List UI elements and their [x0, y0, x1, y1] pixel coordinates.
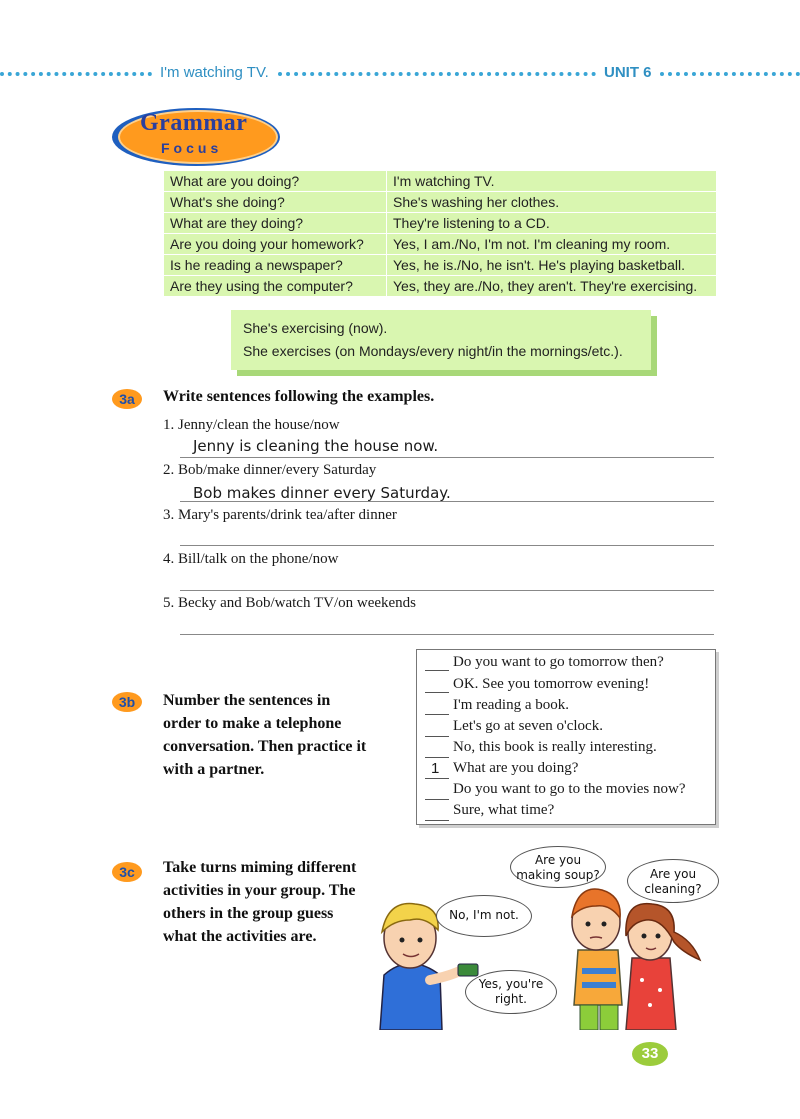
conversation-line: I'm reading a book. [453, 697, 570, 713]
answer-cell: They're listening to a CD. [387, 213, 717, 234]
answer-cell: She's washing her clothes. [387, 192, 717, 213]
answer-cell: Yes, I am./No, I'm not. I'm cleaning my room. [387, 234, 717, 255]
header-dots-left [0, 72, 152, 76]
instruction-line: conversation. Then practice it [163, 738, 367, 755]
conversation-line: Do you want to go tomorrow then? [453, 654, 664, 670]
exercise-3c-instruction [163, 856, 356, 948]
number-blank[interactable] [425, 778, 449, 779]
question-cell: What are they doing? [164, 213, 387, 234]
question-cell: Are they using the computer? [164, 276, 387, 297]
number-blank[interactable] [425, 692, 449, 693]
number-blank[interactable] [425, 799, 449, 800]
badge-focus-text: Focus [161, 140, 223, 156]
speech-bubble-no: No, I'm not. [436, 895, 532, 937]
bubble-text: Are you [534, 853, 582, 867]
badge-grammar-text: Grammar [140, 110, 248, 136]
exercise-3a-instruction: Write sentences following the examples. [163, 388, 435, 405]
instruction-line: with a partner. [163, 761, 265, 778]
answer-line[interactable] [180, 545, 714, 546]
exercise-item-prompt: 4. Bill/talk on the phone/now [163, 551, 339, 567]
header-dots-right [660, 72, 800, 76]
speech-bubble-cleaning [627, 859, 719, 903]
exercise-item-answer: Bob makes dinner every Saturday. [193, 484, 451, 502]
answer-cell: Yes, he is./No, he isn't. He's playing basketball. [387, 255, 717, 276]
filled-number: 1 [431, 760, 440, 777]
exercise-item-prompt: 1. Jenny/clean the house/now [163, 417, 340, 433]
number-blank[interactable] [425, 670, 449, 671]
header-dots-middle [278, 72, 596, 76]
orange-hair-boy-figure [572, 889, 622, 1030]
table-row [164, 276, 717, 297]
conversation-line: No, this book is really interesting. [453, 739, 657, 755]
answer-line[interactable] [180, 634, 714, 635]
instruction-line: others in the group guess [163, 905, 334, 922]
exercise-item-answer: Jenny is cleaning the house now. [193, 437, 439, 455]
bubble-text: Are you [649, 867, 697, 881]
answer-line[interactable] [180, 457, 714, 458]
note-line: She's exercising (now). [243, 320, 388, 336]
grammar-table [163, 170, 717, 297]
question-cell: What's she doing? [164, 192, 387, 213]
instruction-line: what the activities are. [163, 928, 317, 945]
number-blank[interactable] [425, 820, 449, 821]
bubble-text: Yes, you're [478, 977, 544, 991]
exercise-marker-3c: 3c [112, 862, 142, 882]
instruction-line: order to make a telephone [163, 715, 342, 732]
note-line: She exercises (on Mondays/every night/in the mornings/etc.). [243, 343, 623, 359]
answer-cell: I'm watching TV. [387, 171, 717, 192]
question-cell: Is he reading a newspaper? [164, 255, 387, 276]
answer-line[interactable] [180, 501, 714, 502]
instruction-line: activities in your group. The [163, 882, 356, 899]
table-row [164, 213, 717, 234]
question-cell: What are you doing? [164, 171, 387, 192]
exercise-marker-3a: 3a [112, 389, 142, 409]
note-box [231, 310, 651, 370]
unit-label: UNIT 6 [604, 64, 652, 81]
bubble-text: cleaning? [644, 882, 702, 896]
exercise-item-prompt: 2. Bob/make dinner/every Saturday [163, 462, 377, 478]
conversation-line: Let's go at seven o'clock. [453, 718, 603, 734]
exercise-item-prompt: 3. Mary's parents/drink tea/after dinner [163, 507, 397, 523]
exercise-item-prompt: 5. Becky and Bob/watch TV/on weekends [163, 595, 417, 611]
question-cell: Are you doing your homework? [164, 234, 387, 255]
speech-bubble-soup [510, 846, 606, 888]
speech-bubble-right [465, 970, 557, 1014]
number-blank[interactable] [425, 757, 449, 758]
bubble-text: right. [494, 992, 527, 1006]
number-blank[interactable] [425, 714, 449, 715]
number-blank[interactable] [425, 736, 449, 737]
bubble-text: making soup? [516, 868, 600, 882]
conversation-line: Do you want to go to the movies now? [453, 781, 686, 797]
answer-line[interactable] [180, 590, 714, 591]
table-row [164, 255, 717, 276]
conversation-line: Sure, what time? [453, 802, 555, 818]
girl-figure [626, 904, 700, 1030]
conversation-line: What are you doing? [453, 760, 579, 776]
exercise-3b-instruction [163, 689, 366, 781]
table-row [164, 234, 717, 255]
table-row [164, 171, 717, 192]
conversation-line: OK. See you tomorrow evening! [453, 676, 650, 692]
table-row [164, 192, 717, 213]
page-number: 33 [632, 1042, 668, 1066]
exercise-marker-3b: 3b [112, 692, 142, 712]
answer-cell: Yes, they are./No, they aren't. They're exercising. [387, 276, 717, 297]
header-title: I'm watching TV. [160, 64, 269, 81]
instruction-line: Number the sentences in [163, 692, 331, 709]
instruction-line: Take turns miming different [163, 859, 357, 876]
